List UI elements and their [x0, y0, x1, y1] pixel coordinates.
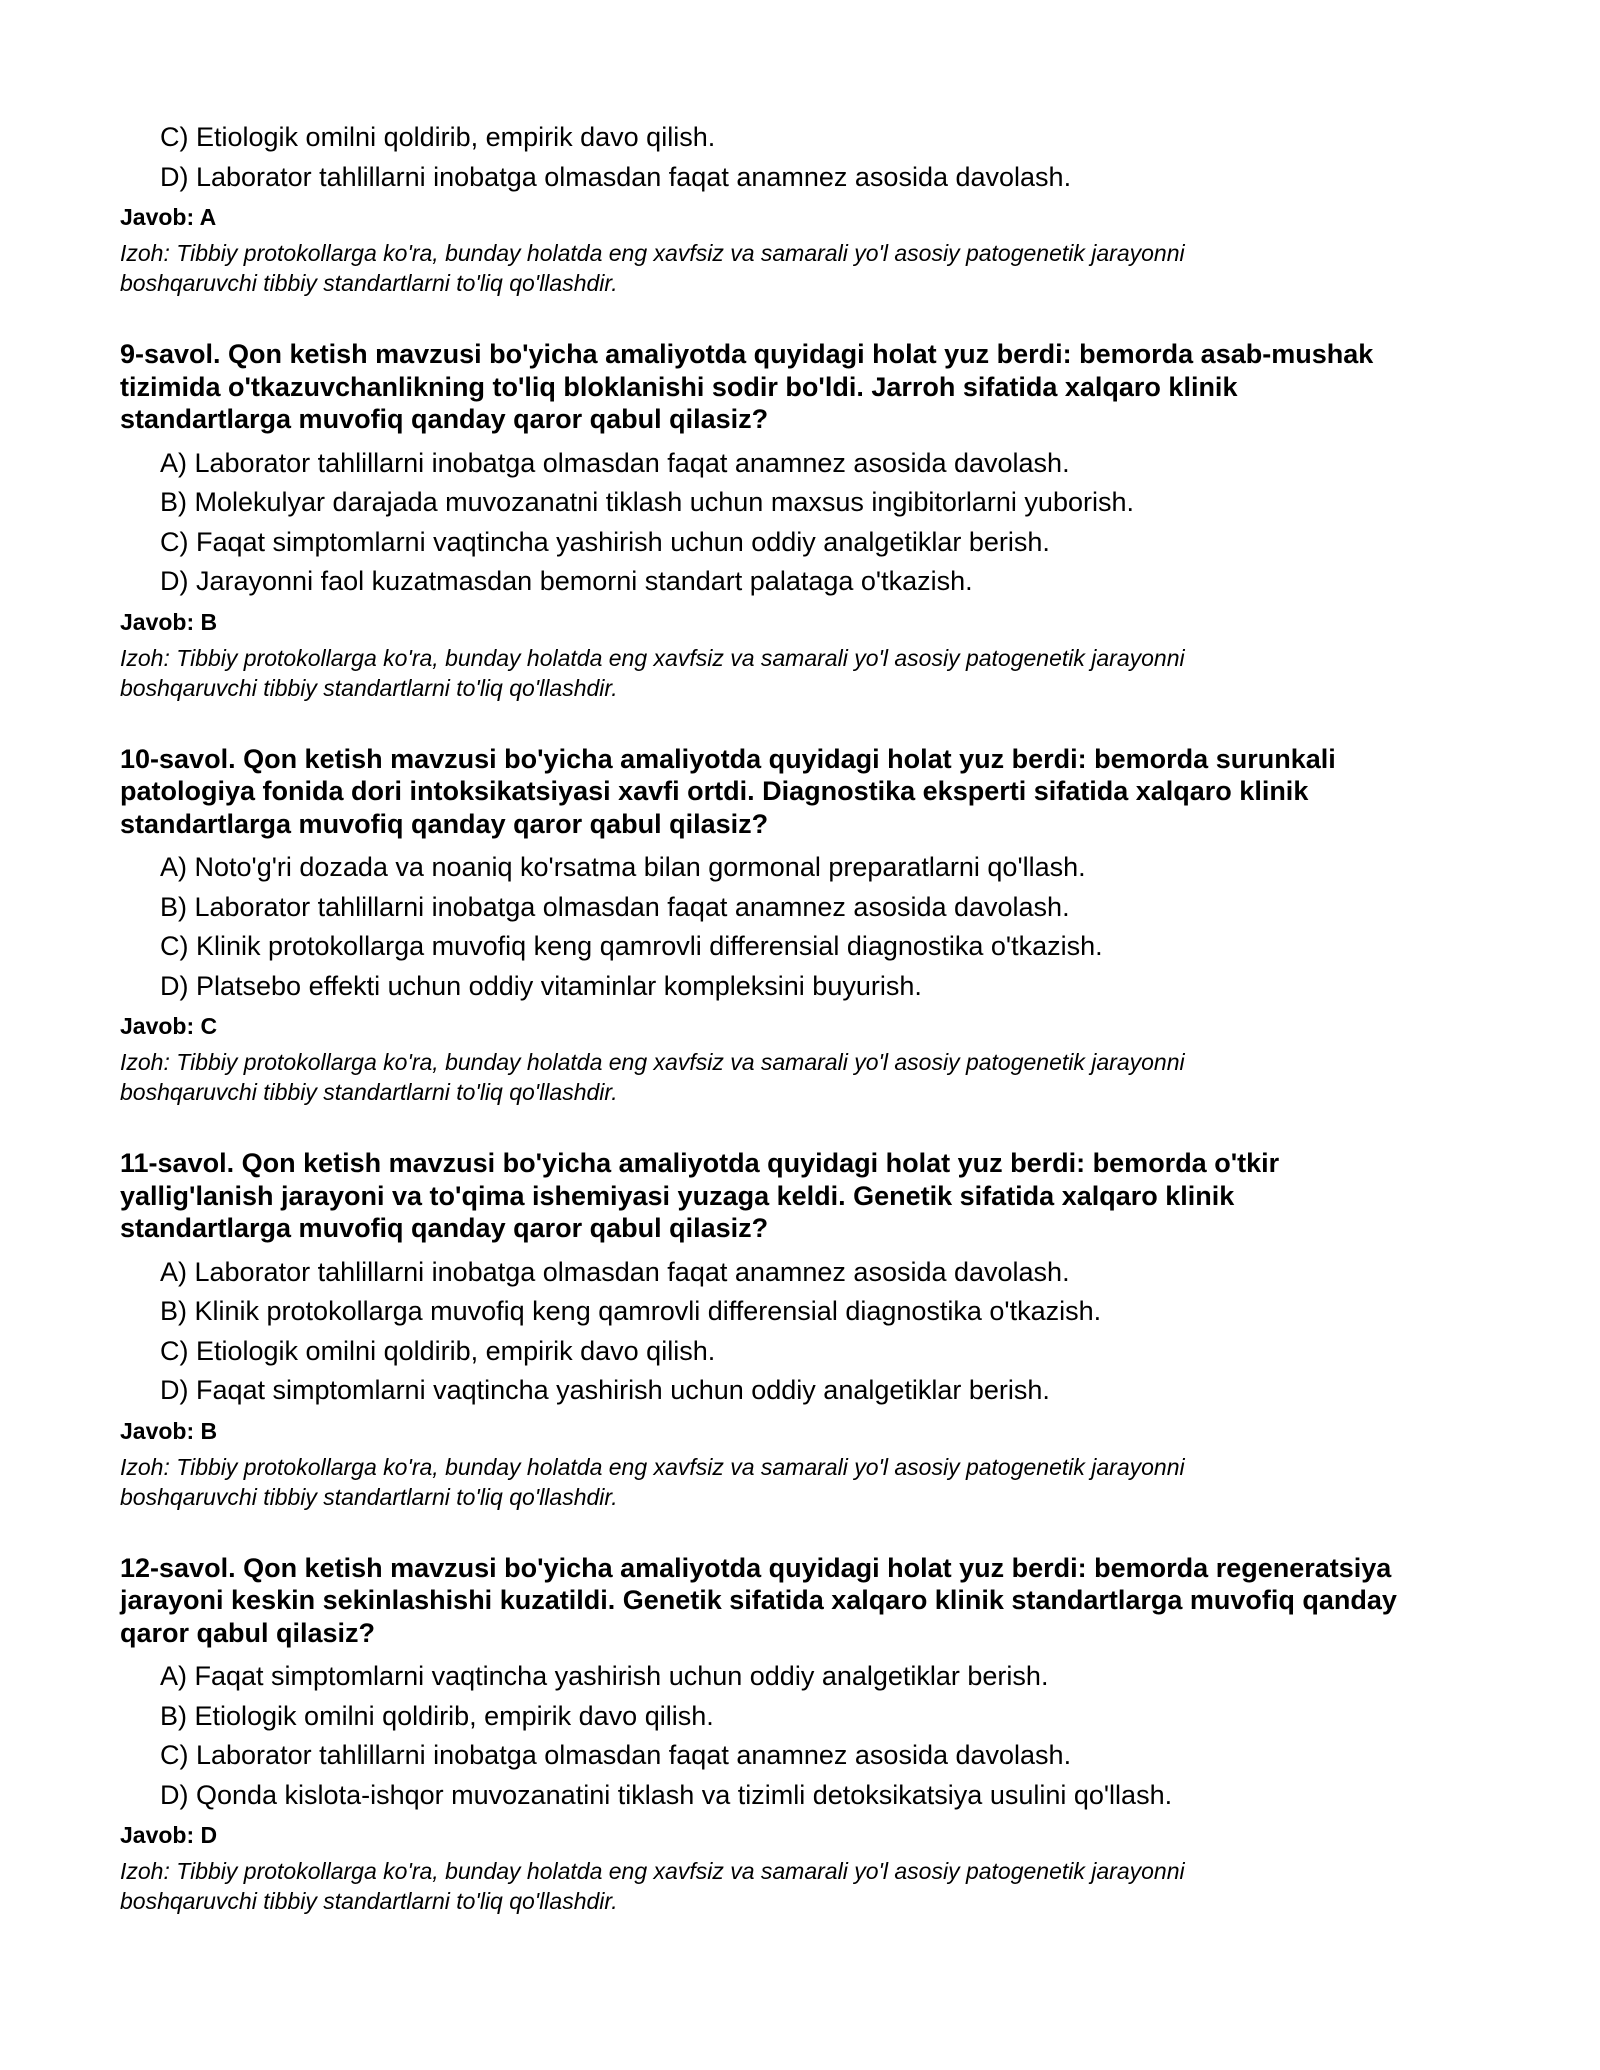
question-line: 11-savol. Qon ketish mavzusi bo'yicha amaliyotda quyidagi holat yuz berdi: bemorda o'tkir	[120, 1148, 1280, 1178]
question-line: 9-savol. Qon ketish mavzusi bo'yicha amaliyotda quyidagi holat yuz berdi: bemorda asab-mushak	[120, 339, 1374, 369]
explanation-line: boshqaruvchi tibbiy standartlarni to'liq qo'llashdir.	[120, 1483, 618, 1510]
option-d: D) Jarayonni faol kuzatmasdan bemorni standart palataga o'tkazish.	[160, 566, 973, 596]
question-block-9	[120, 338, 1500, 703]
explanation-line: Izoh: Tibbiy protokollarga ko'ra, bunday holatda eng xavfsiz va samarali yo'l asosiy patogenetik jarayonni	[120, 1453, 1185, 1480]
question-line: yallig'lanish jarayoni va to'qima ishemiyasi yuzaga keldi. Genetik sifatida xalqaro klinik	[120, 1180, 1235, 1211]
answer-label: Javob: A	[120, 204, 217, 230]
explanation-note	[120, 1452, 1500, 1512]
answer-label: Javob: C	[120, 1013, 218, 1039]
option-c: C) Laborator tahlillarni inobatga olmasdan faqat anamnez asosida davolash.	[160, 1740, 1072, 1770]
option-d: D) Laborator tahlillarni inobatga olmasdan faqat anamnez asosida davolash.	[160, 161, 1072, 192]
explanation-line: boshqaruvchi tibbiy standartlarni to'liq qo'llashdir.	[120, 1079, 618, 1105]
document-page	[120, 118, 1500, 1916]
explanation-note	[120, 643, 1500, 703]
explanation-line: Izoh: Tibbiy protokollarga ko'ra, bunday holatda eng xavfsiz va samarali yo'l asosiy patogenetik jarayonni	[120, 1858, 1185, 1884]
option-c: C) Etiologik omilni qoldirib, empirik davo qilish.	[160, 1335, 716, 1366]
explanation-line: Izoh: Tibbiy protokollarga ko'ra, bunday holatda eng xavfsiz va samarali yo'l asosiy patogenetik jarayonni	[120, 1049, 1185, 1075]
question-text	[120, 743, 1500, 841]
explanation-line: Izoh: Tibbiy protokollarga ko'ra, bunday holatda eng xavfsiz va samarali yo'l asosiy patogenetik jarayonni	[120, 240, 1185, 266]
answer-label: Javob: D	[120, 1822, 218, 1848]
option-c: C) Etiologik omilni qoldirib, empirik davo qilish.	[160, 122, 716, 152]
option-b: B) Etiologik omilni qoldirib, empirik davo qilish.	[160, 1700, 714, 1731]
question-text	[120, 1552, 1500, 1650]
option-d: D) Qonda kislota-ishqor muvozanatini tiklash va tizimli detoksikatsiya usulini qo'llash.	[160, 1779, 1173, 1810]
previous-question-tail	[120, 118, 1500, 298]
option-a: A) Faqat simptomlarni vaqtincha yashirish uchun oddiy analgetiklar berish.	[160, 1661, 1049, 1691]
explanation-note	[120, 1856, 1500, 1916]
question-text	[120, 338, 1500, 436]
answer-label: Javob: B	[120, 608, 218, 635]
question-text	[120, 1147, 1500, 1245]
explanation-line: boshqaruvchi tibbiy standartlarni to'liq qo'llashdir.	[120, 270, 618, 296]
answer-label: Javob: B	[120, 1417, 218, 1444]
question-line: standartlarga muvofiq qanday qaror qabul qilasiz?	[120, 1213, 769, 1243]
option-d: D) Faqat simptomlarni vaqtincha yashirish uchun oddiy analgetiklar berish.	[160, 1375, 1050, 1405]
question-line: qaror qabul qilasiz?	[120, 1617, 376, 1648]
option-b: B) Molekulyar darajada muvozanatni tiklash uchun maxsus ingibitorlarni yuborish.	[160, 487, 1134, 517]
option-c: C) Faqat simptomlarni vaqtincha yashirish uchun oddiy analgetiklar berish.	[160, 526, 1050, 557]
question-line: standartlarga muvofiq qanday qaror qabul qilasiz?	[120, 808, 769, 839]
question-block-10	[120, 743, 1500, 1108]
option-a: A) Laborator tahlillarni inobatga olmasdan faqat anamnez asosida davolash.	[160, 447, 1070, 478]
option-d: D) Platsebo effekti uchun oddiy vitaminlar kompleksini buyurish.	[160, 970, 922, 1001]
question-block-12	[120, 1552, 1500, 1917]
question-line: 12-savol. Qon ketish mavzusi bo'yicha amaliyotda quyidagi holat yuz berdi: bemorda regeneratsiya	[120, 1552, 1392, 1583]
option-c: C) Klinik protokollarga muvofiq keng qamrovli differensial diagnostika o'tkazish.	[160, 931, 1103, 961]
explanation-note	[120, 238, 1500, 298]
option-a: A) Laborator tahlillarni inobatga olmasdan faqat anamnez asosida davolash.	[160, 1256, 1070, 1287]
explanation-line: boshqaruvchi tibbiy standartlarni to'liq qo'llashdir.	[120, 674, 618, 701]
option-a: A) Noto'g'ri dozada va noaniq ko'rsatma bilan gormonal preparatlarni qo'llash.	[160, 852, 1086, 882]
explanation-line: boshqaruvchi tibbiy standartlarni to'liq qo'llashdir.	[120, 1888, 618, 1914]
question-line: 10-savol. Qon ketish mavzusi bo'yicha amaliyotda quyidagi holat yuz berdi: bemorda surunkali	[120, 743, 1336, 774]
explanation-line: Izoh: Tibbiy protokollarga ko'ra, bunday holatda eng xavfsiz va samarali yo'l asosiy patogenetik jarayonni	[120, 644, 1185, 671]
question-line: patologiya fonida dori intoksikatsiyasi xavfi ortdi. Diagnostika eksperti sifatida xalqaro klinik	[120, 776, 1309, 806]
question-line: tizimida o'tkazuvchanlikning to'liq bloklanishi sodir bo'ldi. Jarroh sifatida xalqaro klinik	[120, 371, 1238, 402]
question-line: jarayoni keskin sekinlashishi kuzatildi. Genetik sifatida xalqaro klinik standartlarga muvofiq qanday	[120, 1585, 1397, 1615]
option-b: B) Klinik protokollarga muvofiq keng qamrovli differensial diagnostika o'tkazish.	[160, 1296, 1102, 1326]
question-line: standartlarga muvofiq qanday qaror qabul qilasiz?	[120, 404, 769, 434]
question-block-11	[120, 1147, 1500, 1512]
explanation-note	[120, 1047, 1500, 1107]
option-b: B) Laborator tahlillarni inobatga olmasdan faqat anamnez asosida davolash.	[160, 891, 1070, 922]
